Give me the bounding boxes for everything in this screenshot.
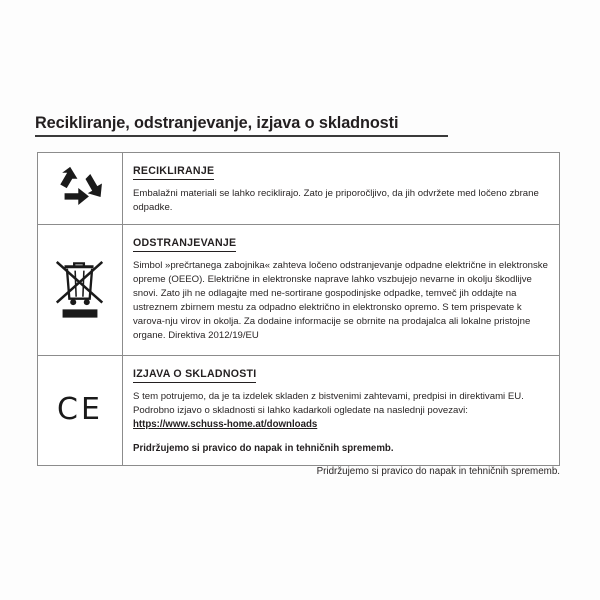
text-cell-odstranjevanje bbox=[123, 225, 559, 355]
section-heading-recikliranje: RECIKLIRANJE bbox=[133, 166, 214, 180]
table-row-odstranjevanje bbox=[38, 225, 559, 356]
section-heading-izjava-o-skladnosti: IZJAVA O SKLADNOSTI bbox=[133, 369, 256, 383]
section-note-izjava-o-skladnosti: Pridržujemo si pravico do napak in tehničnih sprememb. bbox=[133, 443, 394, 455]
table-row-recikliranje bbox=[38, 153, 559, 225]
icon-cell-recikliranje bbox=[38, 153, 123, 224]
icon-cell-odstranjevanje bbox=[38, 225, 123, 355]
table-row-izjava-o-skladnosti bbox=[38, 356, 559, 464]
section-body-recikliranje: Embalažni materiali se lahko reciklirajo. Zato je priporočljivo, da jih odvržete med ločeno zbrane odpadke. bbox=[133, 188, 539, 214]
recycling-loop-icon bbox=[52, 165, 108, 213]
page-title: Recikliranje, odstranjevanje, izjava o skladnosti bbox=[35, 114, 399, 132]
icon-cell-izjava-o-skladnosti bbox=[38, 356, 123, 464]
downloads-link[interactable]: https://www.schuss-home.at/downloads bbox=[133, 419, 318, 431]
title-underline-rule bbox=[35, 135, 448, 137]
crossed-out-wheeled-bin-icon bbox=[49, 254, 111, 326]
text-cell-recikliranje bbox=[123, 153, 559, 224]
page-title-block bbox=[35, 114, 448, 137]
section-body-izjava-o-skladnosti: S tem potrujemo, da je ta izdelek skladen z bistvenimi zahtevami, predpisi in direktivami EU. Podrobno izjavo o skladnosti si lahko kadarkoli ogledate na naslednji povezavi: bbox=[133, 391, 524, 417]
compliance-info-table bbox=[37, 152, 560, 466]
text-cell-izjava-o-skladnosti bbox=[123, 356, 559, 464]
section-heading-odstranjevanje: ODSTRANJEVANJE bbox=[133, 238, 236, 252]
ce-marking-icon: CE bbox=[57, 392, 103, 428]
section-body-odstranjevanje: Simbol »prečrtanega zabojnika« zahteva ločeno odstranjevanje odpadne električne in elektronske opreme (OEEO). Električne in elektronske naprave lahko vszbujejo nevarne in okolju škodlijve snovi. Zato jih ne odlagajte med ne-sortirane gospodinjske odpadke, temveč jih oddajte na ustreznem zbirnem mestu za odpadno električno in elektronsko opremo. S tem prispevate k varova-nju virov in okolja. Za dodaine informacije se obrnite na prodajalca ali lokalne pristojne organe. Direktiva 2012/19/EU bbox=[133, 260, 548, 341]
footer-disclaimer: Pridržujemo si pravico do napak in tehničnih sprememb. bbox=[316, 466, 560, 477]
